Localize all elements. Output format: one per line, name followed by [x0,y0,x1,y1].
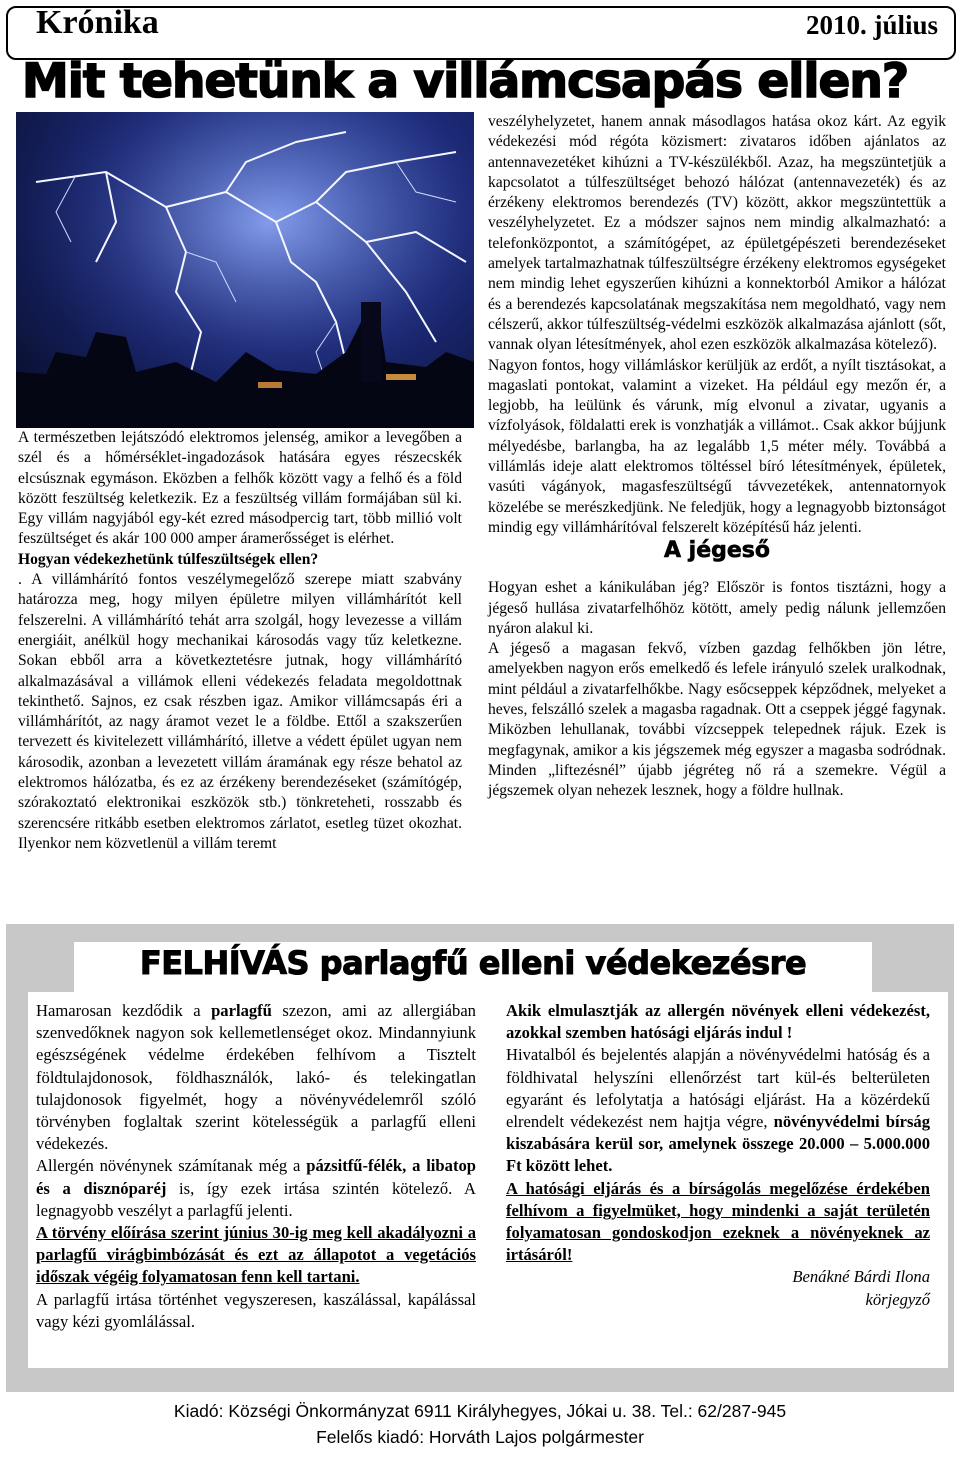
issue-date: 2010. július [805,10,938,40]
text: Hamarosan kezdődik a [36,1001,212,1020]
notice-warning: Akik elmulasztják az allergén növények elleni védekezést, azokkal szemben hatósági eljárás indul ! [506,1001,930,1043]
text: is, így ezek irtása szintén kötelező. A legnagyobb veszélyt a parlagfű jelenti. [36,1178,477,1220]
hail-subheading: A jégeső [663,538,771,564]
notice-appeal: A hatósági eljárás és a bírságolás megelőzése érdekében felhívom a figyelmüket, hogy mindenki a saját területén folyamatosan gondoskodjon ezeknek a növényeknek az irtásáról! [506,1178,930,1265]
article-paragraph: veszélyhelyzetet, hanem annak másodlagos hatása okoz kárt. Az egyik védekezési mód régóta közismert: zivataros időben ajánlatos az antennavezetéket kihúzni a TV-készülékből. Azaz, ha megszüntetjük a kapcsolatot a túlfeszültséget behozó hálózat (antennavezeték) és az érzékeny elektromos berendezés (TV) között, akkor megszüntettük a veszélyhelyzetet. Ez a módszer sajnos nem mindig alkalmazható: a telefonközpontot, a számítógépet, az épületgépészeti berendezéseket amelyek tartalmazhatnak túlfeszültségre érzékeny elektromos egységeket nem mindig lehet egyszerűen kihúzni a konnektorból Amikor a hálózat és a berendezés kapcsolatának megszakítása nem megoldható, vagy nem célszerű, akkor túlfeszültség-védelmi eszközök alkalmazása ajánlott (sőt, vannak olyan létesítmények, ahol ezen eszközök alkalmazása kötelező). [488,113,946,354]
notice-left-column [36,1000,476,1333]
article-paragraph: Hogyan eshet a kánikulában jég? Először is fontos tisztázni, hogy a jégeső hullása zivatarfelhőhöz kötött, amely pedig nálunk jellemzően nyáron alakul ki. [488,579,946,637]
signature-title: körjegyző [865,1289,930,1309]
notice-title: FELHÍVÁS parlagfű elleni védekezésre [139,944,807,982]
notice-right-column [506,1000,930,1311]
article-paragraph: Nagyon fontos, hogy villámláskor kerüljük az erdőt, a nyílt tisztásokat, a magaslati pontokat, valamint a vizeket. Ha például egy mezőn ér, a legjobb, ha leülünk és várunk, míg elvonul a zivatar, ugyanis a vízfolyások, földalatti erek is vonzhatják a villámot.. Csak akkor bújjunk mélyedésbe, barlangba, ha az legalább 1,5 méter mély. Továbbá a villámlás ideje alatt elektromos töltéssel bíró létesítmények, épületek, vasúti vágányok, magasfeszültségű távvezetékek, antennatornyok közelébe se merészkedjünk. Ne feledjük, hogy a legnagyobb biztonságot mindig egy villámhárítóval felszerelt középítésű ház jelenti. [488,356,946,536]
lightning-photo [16,112,474,428]
article-headline: Mit tehetünk a villámcsapás ellen? [22,54,909,109]
text: Hivatalból és bejelentés alapján a növényvédelmi hatóság és a földhivatal helyszíni ellenőrzést tart kül-és belterületen egyaránt és lefolytatja a hatósági eljárást. Ha a közérdekű elrendelt védekezést nem hajtja végre, [506,1045,930,1132]
text: szezon, ami az allergiában szenvedőknek nagyon sok kellemetlenséget okoz. Mindannyiunk egészségének védelme érdekében felhívom a Tisztelt földtulajdonosok, földhasználók, lakó- és telekingatlan tulajdonosok figyelmét, hogy a növényvédelemről szóló törvényben foglaltak szerint kötelességük a parlagfű elleni védekezés. [36,1001,476,1154]
text: Allergén növénynek számítanak még a [36,1156,307,1176]
notice-paragraph [36,1000,476,1155]
signature-name: Benákné Bárdi Ilona [792,1267,930,1287]
notice-paragraph [506,1044,930,1177]
publisher-line: Kiadó: Községi Önkormányzat 6911 Királyhegyes, Jókai u. 38. Tel.: 62/287-945 [173,1401,787,1421]
editor-line: Felelős kiadó: Horváth Lajos polgármester [316,1427,644,1447]
article-question: Hogyan védekezhetünk túlfeszültségek ellen? [18,550,319,568]
emphasis: növényvédelmi bírság kiszabására kerül sor, amelynek összege 20.000 – 5.000.000 Ft között lehet. [506,1112,931,1176]
notice-paragraph [36,1155,476,1222]
article-left-column [18,428,462,854]
article-paragraph: A természetben lejátszódó elektromos jelenség, amikor a levegőben a szél és a hőmérséklet-ingadozások hatására egyes részecskék elcsúsznak egymáson. Eközben a felhők között vagy a felhő és a föld között feszültség keletkezik. Ez a feszültség villám formájában sül ki. Egy villám nagyjából egy-két ezred másodpercig tart, több millió volt feszültséget és akár 100 000 amper áramerősséget is elérhet. [18,429,462,548]
article-right-column [488,112,946,802]
footer [0,1398,960,1450]
emphasis: pázsitfű-félék, a libatop és a disznóparéj [36,1156,476,1198]
notice-paragraph: A parlagfű irtása történhet vegyszeresen, kaszálással, kapálással vagy kézi gyomlálással. [36,1289,476,1331]
article-paragraph: . A villámhárító fontos veszélymegelőző szerepe miatt szabvány határozza meg, hogy milyen épületre milyen villámhárítót kell felszerelni. A villámhárító tehát arra szolgál, hogy levezesse a villám energiáit, anélkül hogy mechanikai károsodás vagy tűz keletkezne. Sokan ebből arra a következtetésre jutnak, hogy villámhárító alkalmazásával a villámok elleni védekezés feladata megoldottnak tekinthető. Sajnos, ez csak részben igaz. Amikor villámcsapás éri a villámhárítót, az nagy áramot vezet le a földbe. Ettől a szakszerűen tervezett és kivitelezett villámhárító, illetve a védett épület ugyan nem károsodik, azonban a levezetett villám áramának egy része behatol az elektromos hálózatba, és ez az érzékeny berendezéseket (számítógép, szórakoztató elektronikai eszközök stb.) tönkreteheti, rosszabb és szerencsére ritkább esetben elektromos zárlatot, esetleg tüzet okozhat. Ilyenkor nem közvetlenül a villám teremt [18,571,462,852]
article-paragraph: A jégeső a magasan fekvő, vízben gazdag felhőkben jön létre, amelyekben nagyon erős emelkedő és lefele irányuló szelek uralkodnak, mint például a zivatarfelhőkbe. Nagy esőcseppek képződnek, melyeket a heves, felszálló szelek a magasba ragadnak. Ott a cseppek jéggé fagynak. Miközben lehullanak, további vízcseppek telepednek rájuk. Ezek is megfagynak, amikor a kis jégszemek még egyszer a magasba sodródnak. Minden „liftezésnél” újabb jégréteg nő rá a szemekre. Végül a jégszemek olyan nehezek lesznek, hogy a földre hullnak. [488,640,946,800]
section-title: Krónika [36,4,159,41]
emphasis: parlagfű [211,1001,272,1020]
notice-law-paragraph: A törvény előírása szerint június 30-ig meg kell akadályozni a parlagfű virágbimbózását és ezt az állapotot a vegetációs időszak végéig folyamatosan fenn kell tartani. [36,1223,476,1287]
